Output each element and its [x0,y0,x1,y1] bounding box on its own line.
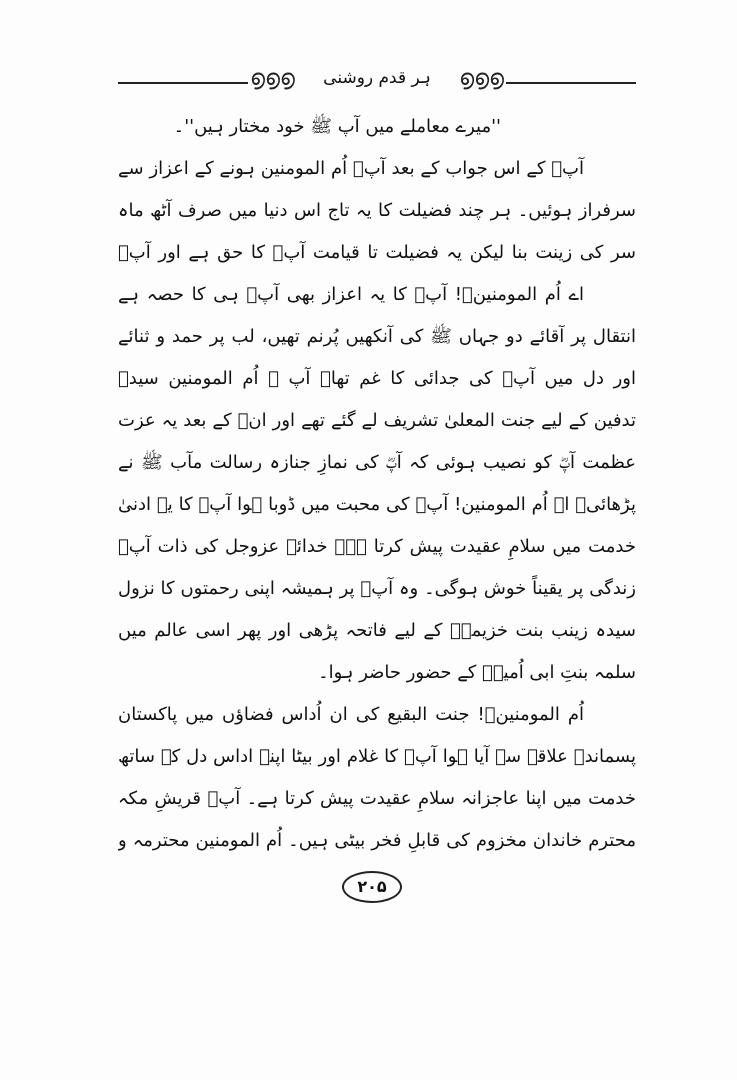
text-line: پسماندہ علاقے سے آیا ہوا آپؓ کا غلام اور بیٹا اپنے اداس دل کے ساتھ [118,746,636,767]
text-line: تدفین کے لیے جنت المعلیٰ تشریف لے گئے تھے اور انؓ کے بعد یہ عزت [118,410,636,431]
text-line: زندگی پر یقیناً خوش ہوگی۔ وہ آپؓ پر ہمیشہ اپنی رحمتوں کا نزول [118,578,636,599]
text-line: پڑھائی۔ اے اُم المومنین! آپؓ کی محبت میں ڈوبا ہوا آپؓ کا یہ ادنیٰ [118,494,636,515]
text-line: سلمہ بنتِ ابی اُمیہؓ کے حضور حاضر ہوا۔ [318,662,636,683]
ornament-right-icon: ൭൭൭ [459,66,504,91]
text-line: سرفراز ہوئیں۔ ہر چند فضیلت کا یہ تاج اس دنیا میں صرف آٹھ ماہ [118,200,636,221]
text-line: سر کی زینت بنا لیکن یہ فضیلت تا قیامت آپؓ کا حق ہے اور آپؓ [118,242,636,263]
text-line: خدمت میں اپنا عاجزانہ سلامِ عقیدت پیش کرتا ہے۔ آپؓ قریشِ مکہ [118,788,636,809]
running-header [118,58,636,98]
text-line: محترم خاندان مخزوم کی قابلِ فخر بیٹی ہیں۔ اُم المومنین محترمہ و [118,830,636,851]
page-body [118,106,636,862]
text-line: آپؓ کے اس جواب کے بعد آپؓ اُم المومنین ہونے کے اعزاز سے [118,158,584,179]
ornament-left-icon: ൭൭൭ [250,66,295,91]
book-title: ہر قدم روشنی [323,68,431,88]
text-line: اُم المومنینؓ! جنت البقیع کی ان اُداس فضاؤں میں پاکستان [118,704,584,725]
text-line: اور دل میں آپؓ کی جدائی کا غم تھا۔ آپ ﷺ اُم المومنین سیدہ [118,368,636,389]
page-number: ۲۰۵ [342,871,402,903]
text-line: عظمت آپؓ کو نصیب ہوئی کہ آپؓ کی نمازِ جنازہ رسالت مآب ﷺ نے [118,452,636,473]
header-rule-right [506,82,636,84]
text-line: انتقال پر آقائے دو جہاں ﷺ کی آنکھیں پُرنم تھیں، لب پر حمد و ثنائے [118,326,636,347]
text-line: اے اُم المومنینؓ! آپؓ کا یہ اعزاز بھی آپؓ ہی کا حصہ ہے [118,284,585,305]
text-line: ''میرے معاملے میں آپ ﷺ خود مختار ہیں''۔ [173,116,501,137]
text-line: سیدہ زینب بنت خزیمہؓ کے لیے فاتحہ پڑھی اور پھر اسی عالم میں [118,620,636,641]
text-line: خدمت میں سلامِ عقیدت پیش کرتا ہے۔ خدائے عزوجل کی ذات آپؓ [118,536,636,557]
